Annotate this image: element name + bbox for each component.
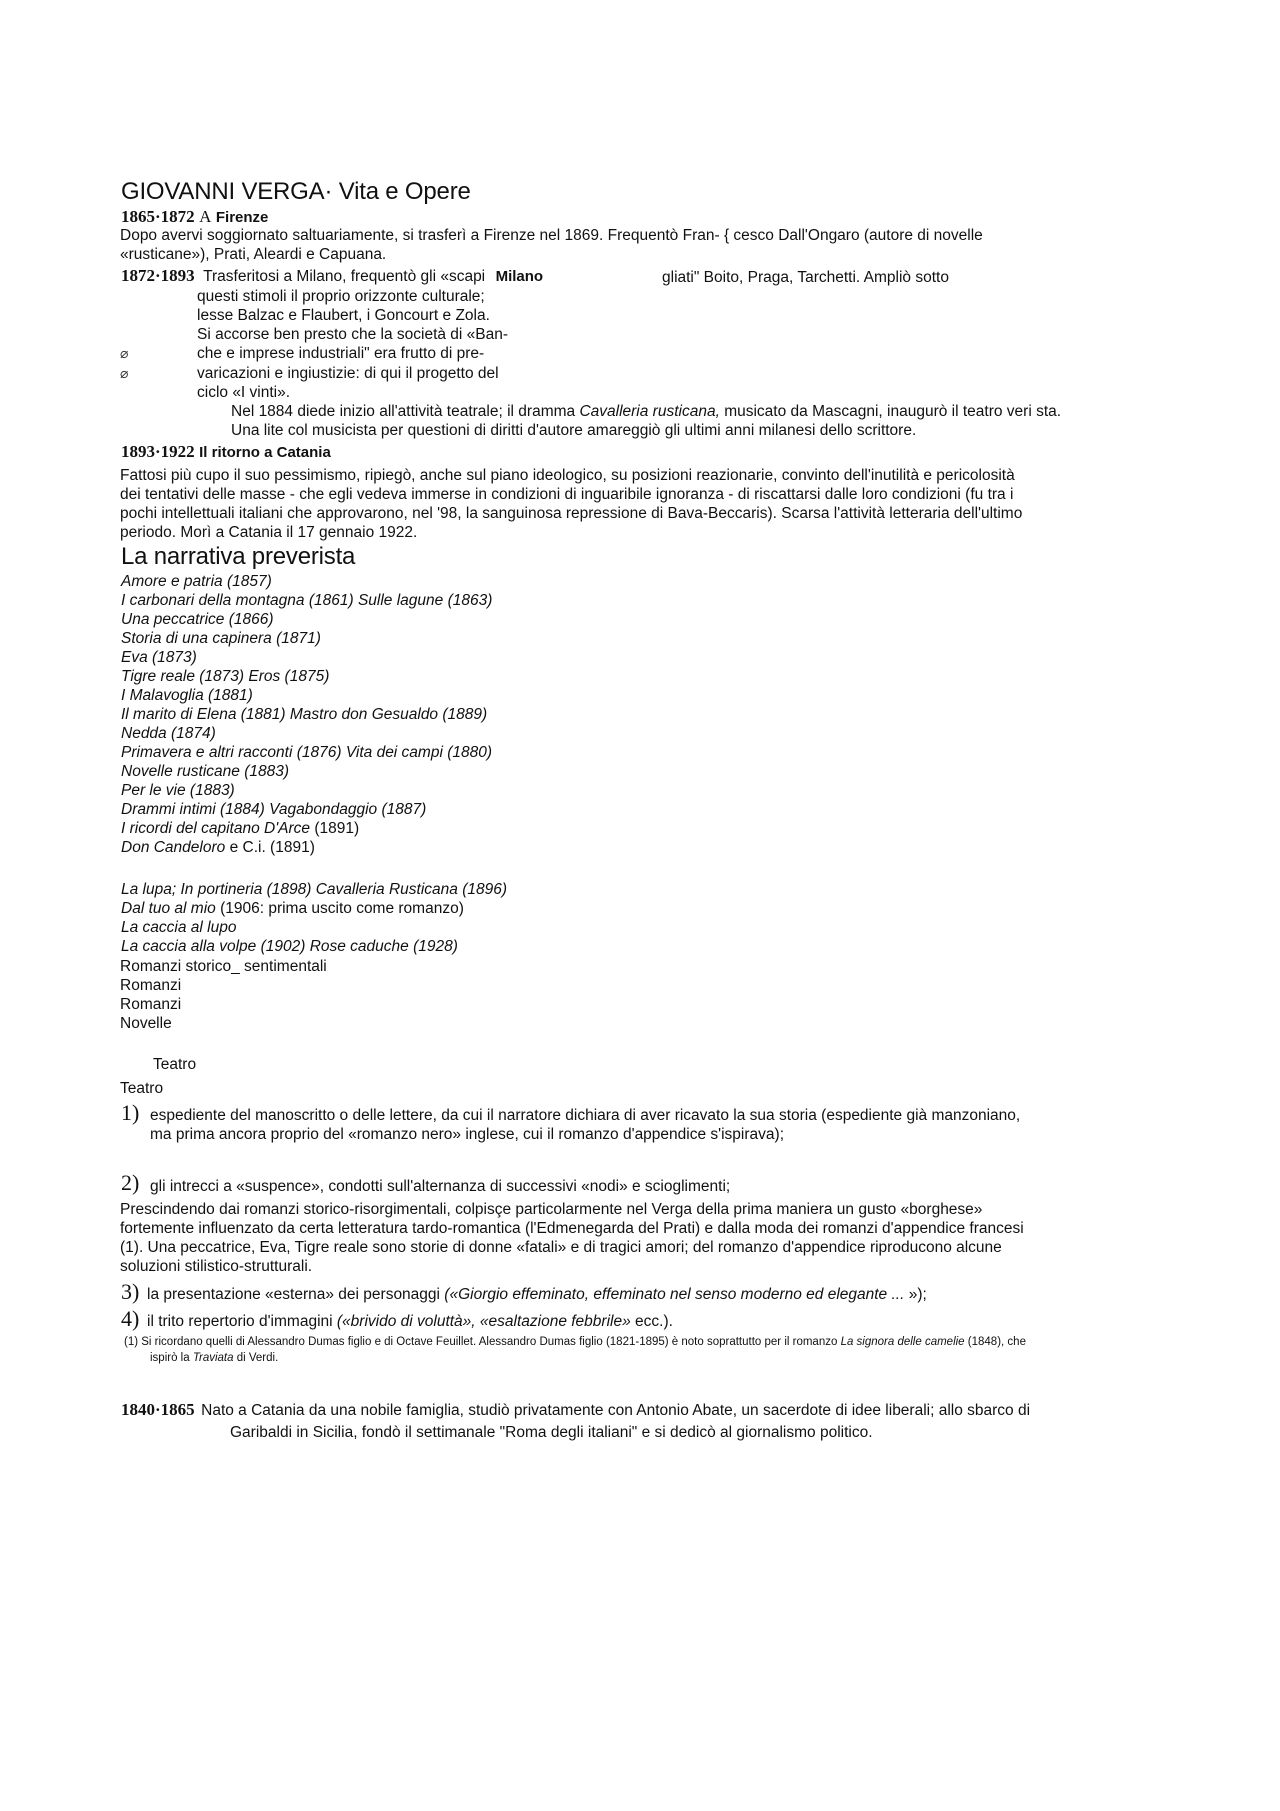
body-text-line: fortemente influenzato da certa letteratura tardo-romantica (l'Edmenegarda del Prati) e dalla moda dei romanzi d'appendice francesi [120, 1220, 1024, 1237]
list-item: La caccia al lupo [121, 919, 237, 936]
year-range: 1872·1893 [121, 266, 195, 285]
list-item: Don Candeloro e C.i. (1891) [121, 839, 315, 856]
list-item: Storia di una capinera (1871) [121, 630, 321, 647]
list-item: Eva (1873) [121, 649, 197, 666]
catania-text-line: periodo. Morì a Catania il 17 gennaio 1922. [120, 524, 418, 541]
milano-text-line: varicazioni e ingiustizie: di qui il progetto del [197, 365, 499, 382]
milano-city: Milano [495, 268, 544, 285]
category-label: Teatro [120, 1080, 164, 1097]
list-item: Il marito di Elena (1881) Mastro don Gesualdo (1889) [121, 706, 488, 723]
point-number: 3) [121, 1279, 140, 1304]
list-item: Nedda (1874) [121, 725, 216, 742]
milano-text-line: che e imprese industriali" era frutto di pre- [197, 345, 485, 362]
list-item: I Malavoglia (1881) [121, 687, 253, 704]
list-item: Primavera e altri racconti (1876) Vita dei campi (1880) [121, 744, 493, 761]
year-range: 1840·1865 [121, 1400, 195, 1419]
milano-tail-text: gliati" Boito, Praga, Tarchetti. Ampliò sotto [662, 269, 949, 286]
firenze-text-line: Dopo avervi soggiornato saltuariamente, si trasferì a Firenze nel 1869. Frequentò Fran- { cesco Dall'Ongaro (autore di novelle [120, 227, 983, 244]
list-item: La caccia alla volpe (1902) Rose caduche (1928) [121, 938, 458, 955]
body-text-line: Prescindendo dai romanzi storico-risorgimentali, colpisçe particolarmente nel Verga della prima maniera un gusto «borghese» [120, 1201, 983, 1218]
footnote: (1) Si ricordano quelli di Alessandro Dumas figlio e di Octave Feuillet. Alessandro Dumas figlio (1821-1895) è noto soprattutto per il romanzo La signora delle camelie (1848), che [124, 1336, 1026, 1348]
year-range: 1893·1922 [121, 442, 195, 461]
point-number: 4) [121, 1306, 140, 1331]
section-milano-heading [121, 266, 543, 286]
birth-text-line: Garibaldi in Sicilia, fondò il settimanale "Roma degli italiani" e si dedicò al giornalismo politico. [230, 1424, 873, 1441]
work-title: Cavalleria rusticana, [579, 403, 720, 420]
point-number: 2) [121, 1170, 140, 1195]
catania-text-line: Fattosi più cupo il suo pessimismo, ripiegò, anche sul piano ideologico, su posizioni reazionarie, convinto dell'inutilità e pericolosità [120, 467, 1015, 484]
place-prefix: A [199, 207, 212, 226]
empty-set-icon: ⌀ [120, 346, 129, 362]
point-text-line: gli intrecci a «suspence», condotti sull'alternanza di successivi «nodi» e scioglimenti; [150, 1178, 731, 1195]
list-item: Tigre reale (1873) Eros (1875) [121, 668, 330, 685]
milano-lead-text: Trasferitosi a Milano, frequentò gli «scapi [203, 268, 486, 285]
list-item: Drammi intimi (1884) Vagabondaggio (1887) [121, 801, 427, 818]
milano-text-line: lesse Balzac e Flaubert, i Goncourt e Zola. [197, 307, 490, 324]
milano-text-line: ciclo «I vinti». [197, 384, 291, 401]
catania-text-line: pochi intellettuali italiani che approvarono, nel '98, la sanguinosa repressione di Bava-Beccaris). Scarsa l'attività letteraria dell'ultimo [120, 505, 1023, 522]
year-range: 1865·1872 [121, 207, 195, 226]
category-label: Romanzi storico_ sentimentali [120, 958, 327, 975]
milano-text-line: Si accorse ben presto che la società di «Ban- [197, 326, 509, 343]
page-title: GIOVANNI VERGA· Vita e Opere [121, 178, 471, 205]
body-text-line: (1). Una peccatrice, Eva, Tigre reale sono storie di donne «fatali» e di tragici amori; del romanzo d'appendice riproducono alcune [120, 1239, 1002, 1256]
birth-text-line: Nato a Catania da una nobile famiglia, studiò privatamente con Antonio Abate, un sacerdote di idee liberali; allo sbarco di [201, 1402, 1031, 1419]
point-text-line: il trito repertorio d'immagini («brivido di voluttà», «esaltazione febbrile» ecc.). [147, 1313, 673, 1330]
list-item: La lupa; In portineria (1898) Cavalleria Rusticana (1896) [121, 881, 507, 898]
section-birth [121, 1400, 1030, 1420]
list-item: Novelle rusticane (1883) [121, 763, 290, 780]
list-item: Dal tuo al mio (1906: prima uscito come romanzo) [121, 900, 464, 917]
category-label: Romanzi [120, 977, 182, 994]
point-number: 1) [121, 1100, 140, 1125]
section-firenze-heading [121, 207, 268, 227]
body-text-line: soluzioni stilistico-strutturali. [120, 1258, 313, 1275]
lite-text-line: Una lite col musicista per questioni di diritti d'autore amareggiò gli ultimi anni milanesi dello scrittore. [231, 422, 917, 439]
empty-set-icon: ⌀ [120, 366, 129, 382]
theatre-text-line: Nel 1884 diede inizio all'attività teatrale; il dramma Cavalleria rusticana, musicato da Mascagni, inaugurò il teatro veri sta. [231, 403, 1062, 420]
list-item: Per le vie (1883) [121, 782, 235, 799]
category-label: Novelle [120, 1015, 172, 1032]
list-item: I carbonari della montagna (1861) Sulle lagune (1863) [121, 592, 493, 609]
point-text-line: espediente del manoscritto o delle lettere, da cui il narratore dichiara di aver ricavato la sua storia (espediente già manzoniano, [150, 1107, 1021, 1124]
firenze-text-line: «rusticane»), Prati, Aleardi e Capuana. [120, 246, 387, 263]
list-item: I ricordi del capitano D'Arce (1891) [121, 820, 360, 837]
section-title: Il ritorno a Catania [199, 444, 331, 461]
list-item: Amore e patria (1857) [121, 573, 272, 590]
category-label: Teatro [153, 1056, 197, 1073]
point-text-line: la presentazione «esterna» dei personaggi («Giorgio effeminato, effeminato nel senso moderno ed elegante ... »); [147, 1286, 927, 1303]
category-label: Romanzi [120, 996, 182, 1013]
section-catania-heading [121, 442, 331, 462]
list-item: Una peccatrice (1866) [121, 611, 274, 628]
milano-text-line: questi stimoli il proprio orizzonte culturale; [197, 288, 485, 305]
point-text-line: ma prima ancora proprio del «romanzo nero» inglese, cui il romanzo d'appendice s'ispirava); [150, 1126, 784, 1143]
place-name: Firenze [215, 209, 269, 226]
footnote: ispirò la Traviata di Verdi. [150, 1352, 279, 1364]
section-title: La narrativa preverista [121, 543, 356, 570]
catania-text-line: dei tentativi delle masse - che egli vedeva immerse in condizioni di inguaribile ignoranza - di riscattarsi dalle loro condizioni (fu tra i [120, 486, 1014, 503]
